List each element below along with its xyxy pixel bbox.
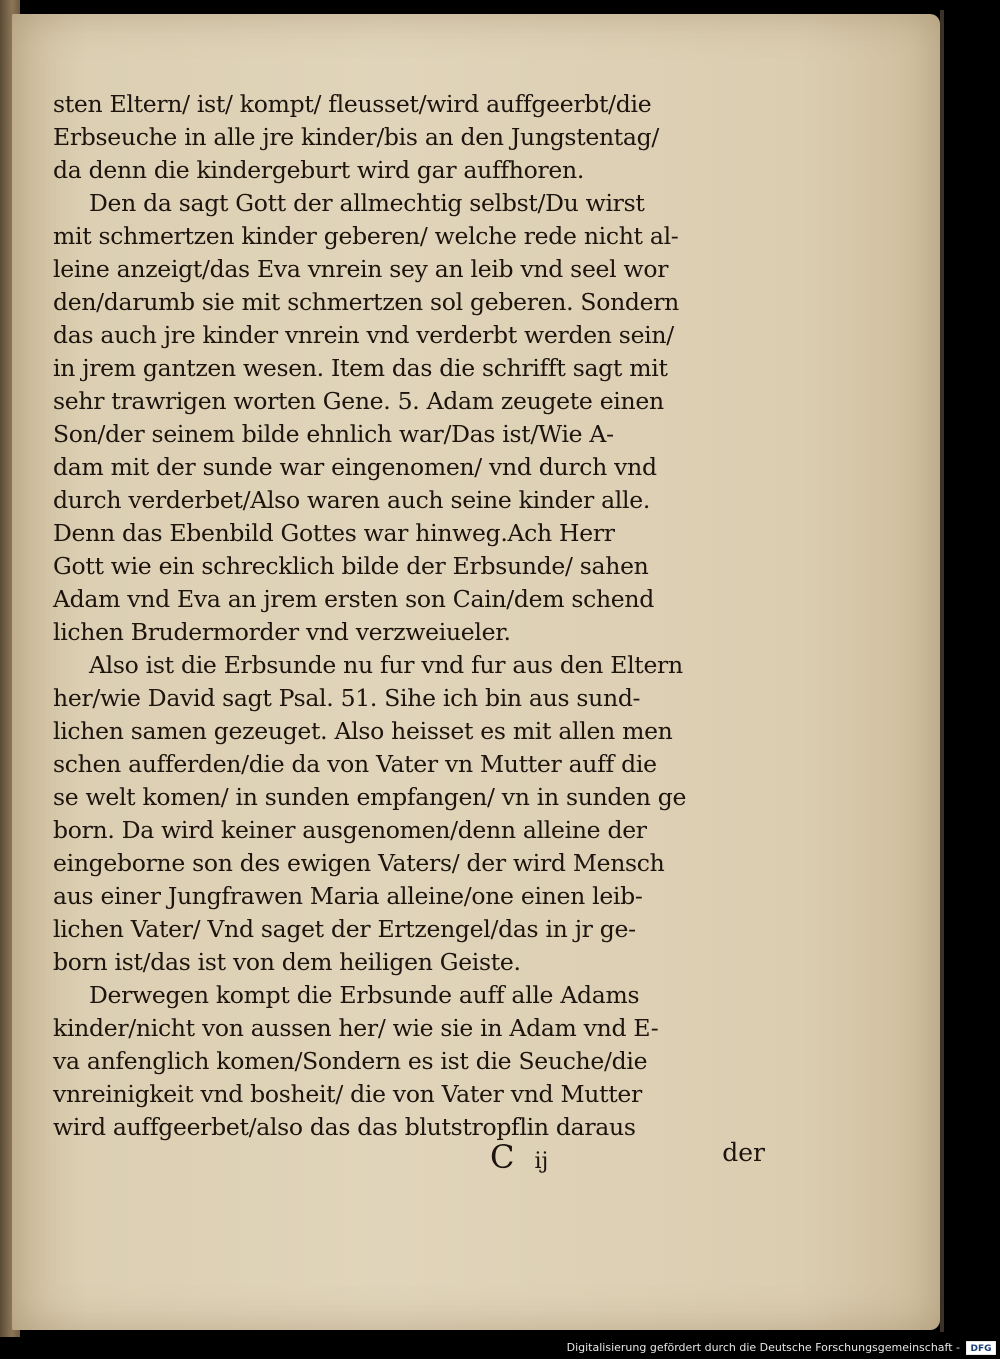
text-line: Gott wie ein schrecklich bilde der Erbsunde/ sahen — [53, 552, 649, 580]
text-line: Erbseuche in alle jre kinder/bis an den Jungstentag/ — [53, 123, 659, 151]
text-line: wird auffgeerbet/also das das blutstropflin daraus — [53, 1113, 636, 1141]
page-footer — [490, 1138, 765, 1176]
text-line: eingeborne son des ewigen Vaters/ der wird Mensch — [53, 849, 665, 877]
text-line: leine anzeigt/das Eva vnrein sey an leib vnd seel wor — [53, 255, 669, 283]
text-line: lichen Vater/ Vnd saget der Ertzengel/das in jr ge- — [53, 915, 636, 943]
text-line: schen aufferden/die da von Vater vn Mutter auff die — [53, 750, 657, 778]
text-line: Son/der seinem bilde ehnlich war/Das ist/Wie A- — [53, 420, 614, 448]
signature-number: ij — [534, 1149, 549, 1174]
text-line: das auch jre kinder vnrein vnd verderbt werden sein/ — [53, 321, 674, 349]
text-line: sehr trawrigen worten Gene. 5. Adam zeugete einen — [53, 387, 664, 415]
text-line: born ist/das ist von dem heiligen Geiste. — [53, 948, 521, 976]
paragraph-start-line: Den da sagt Gott der allmechtig selbst/Du wirst — [89, 189, 645, 217]
text-line: da denn die kindergeburt wird gar auffhoren. — [53, 156, 585, 184]
page-text-block — [53, 88, 773, 1144]
text-line: her/wie David sagt Psal. 51. Sihe ich bin aus sund- — [53, 684, 641, 712]
text-line: born. Da wird keiner ausgenomen/denn alleine der — [53, 816, 647, 844]
text-line: Adam vnd Eva an jrem ersten son Cain/dem schend — [53, 585, 654, 613]
funding-credit: Digitalisierung gefördert durch die Deutsche Forschungsgemeinschaft - — [566, 1341, 960, 1354]
signature-letter: C — [490, 1138, 515, 1176]
text-line: kinder/nicht von aussen her/ wie sie in Adam vnd E- — [53, 1014, 659, 1042]
text-line: mit schmertzen kinder geberen/ welche rede nicht al- — [53, 222, 679, 250]
catchword: der — [722, 1138, 765, 1167]
text-line: lichen samen gezeuget. Also heisset es mit allen men — [53, 717, 673, 745]
text-line: dam mit der sunde war eingenomen/ vnd durch vnd — [53, 453, 657, 481]
signature-mark — [490, 1138, 548, 1176]
paragraph-start-line: Derwegen kompt die Erbsunde auff alle Adams — [89, 981, 640, 1009]
text-line: aus einer Jungfrawen Maria alleine/one einen leib- — [53, 882, 643, 910]
dfg-logo-icon: DFG — [966, 1341, 996, 1355]
text-line: Denn das Ebenbild Gottes war hinweg.Ach Herr — [53, 519, 615, 547]
text-line: den/darumb sie mit schmertzen sol geberen. Sondern — [53, 288, 680, 316]
page-edge-shadow — [940, 10, 944, 1332]
text-line: lichen Brudermorder vnd verzweiueler. — [53, 618, 511, 646]
text-line: in jrem gantzen wesen. Item das die schrifft sagt mit — [53, 354, 668, 382]
text-line: vnreinigkeit vnd bosheit/ die von Vater vnd Mutter — [53, 1080, 642, 1108]
credit-bar — [0, 1337, 1000, 1359]
text-line: va anfenglich komen/Sondern es ist die Seuche/die — [53, 1047, 648, 1075]
paragraph-start-line: Also ist die Erbsunde nu fur vnd fur aus den Eltern — [89, 651, 683, 679]
text-line: durch verderbet/Also waren auch seine kinder alle. — [53, 486, 650, 514]
text-line: sten Eltern/ ist/ kompt/ fleusset/wird auffgeerbt/die — [53, 90, 652, 118]
text-line: se welt komen/ in sunden empfangen/ vn in sunden ge — [53, 783, 687, 811]
